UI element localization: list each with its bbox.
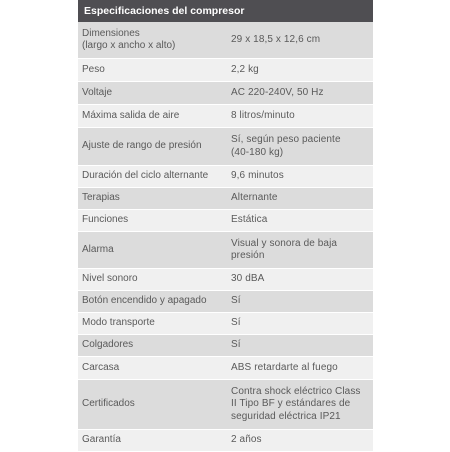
row-value: Sí [231,339,241,351]
table-row-max-air [78,105,373,128]
row-label: Carcasa [82,361,120,373]
row-label: Voltaje [82,86,113,98]
row-label: Dimensiones (largo x ancho x alto) [82,27,176,51]
row-label: Botón encendido y apagado [82,295,207,307]
table-title: Especificaciones del compresor [78,0,373,22]
row-value: Estática [231,214,268,226]
table-row-weight [78,59,373,82]
table-row-voltage [78,82,373,105]
table-row-hangers [78,335,373,357]
table-row-casing [78,357,373,380]
row-label: Terapias [82,192,120,204]
row-label: Colgadores [82,339,134,351]
table-row-noise [78,269,373,291]
table-row-pressure-range [78,128,373,166]
row-value: 9,6 minutos [231,170,284,182]
row-value: AC 220-240V, 50 Hz [231,86,324,98]
table-row-alarm [78,232,373,269]
table-row-therapies [78,188,373,210]
row-label: Nivel sonoro [82,273,138,285]
row-label: Máxima salida de aire [82,109,180,121]
table-row-cycle [78,166,373,188]
row-label: Ajuste de rango de presión [82,140,202,152]
row-value: Sí [231,317,241,329]
row-value: 2 años [231,434,262,446]
row-value: 8 litros/minuto [231,109,295,121]
row-value: Contra shock eléctrico Class II Tipo BF y estándares de seguridad eléctrica IP21 [231,385,361,422]
row-value: Sí, según peso paciente (40-180 kg) [231,134,341,158]
row-value: Visual y sonora de baja presión [231,237,338,261]
row-label: Funciones [82,214,129,226]
row-label: Modo transporte [82,317,155,329]
table-row-functions [78,210,373,232]
row-label: Alarma [82,243,114,255]
table-row-dimensions [78,22,373,59]
row-value: ABS retardarte al fuego [231,361,338,373]
row-label: Garantía [82,434,121,446]
spec-table [78,0,373,450]
row-label: Duración del ciclo alternante [82,170,209,182]
row-value: 29 x 18,5 x 12,6 cm [231,33,321,45]
row-value: Alternante [231,192,278,204]
table-row-certificates [78,380,373,430]
row-label: Certificados [82,398,135,410]
row-value: 2,2 kg [231,63,259,75]
row-label: Peso [82,63,105,75]
table-row-transport [78,313,373,335]
table-row-warranty [78,430,373,452]
table-row-power-button [78,291,373,313]
row-value: Sí [231,295,241,307]
row-value: 30 dBA [231,273,265,285]
